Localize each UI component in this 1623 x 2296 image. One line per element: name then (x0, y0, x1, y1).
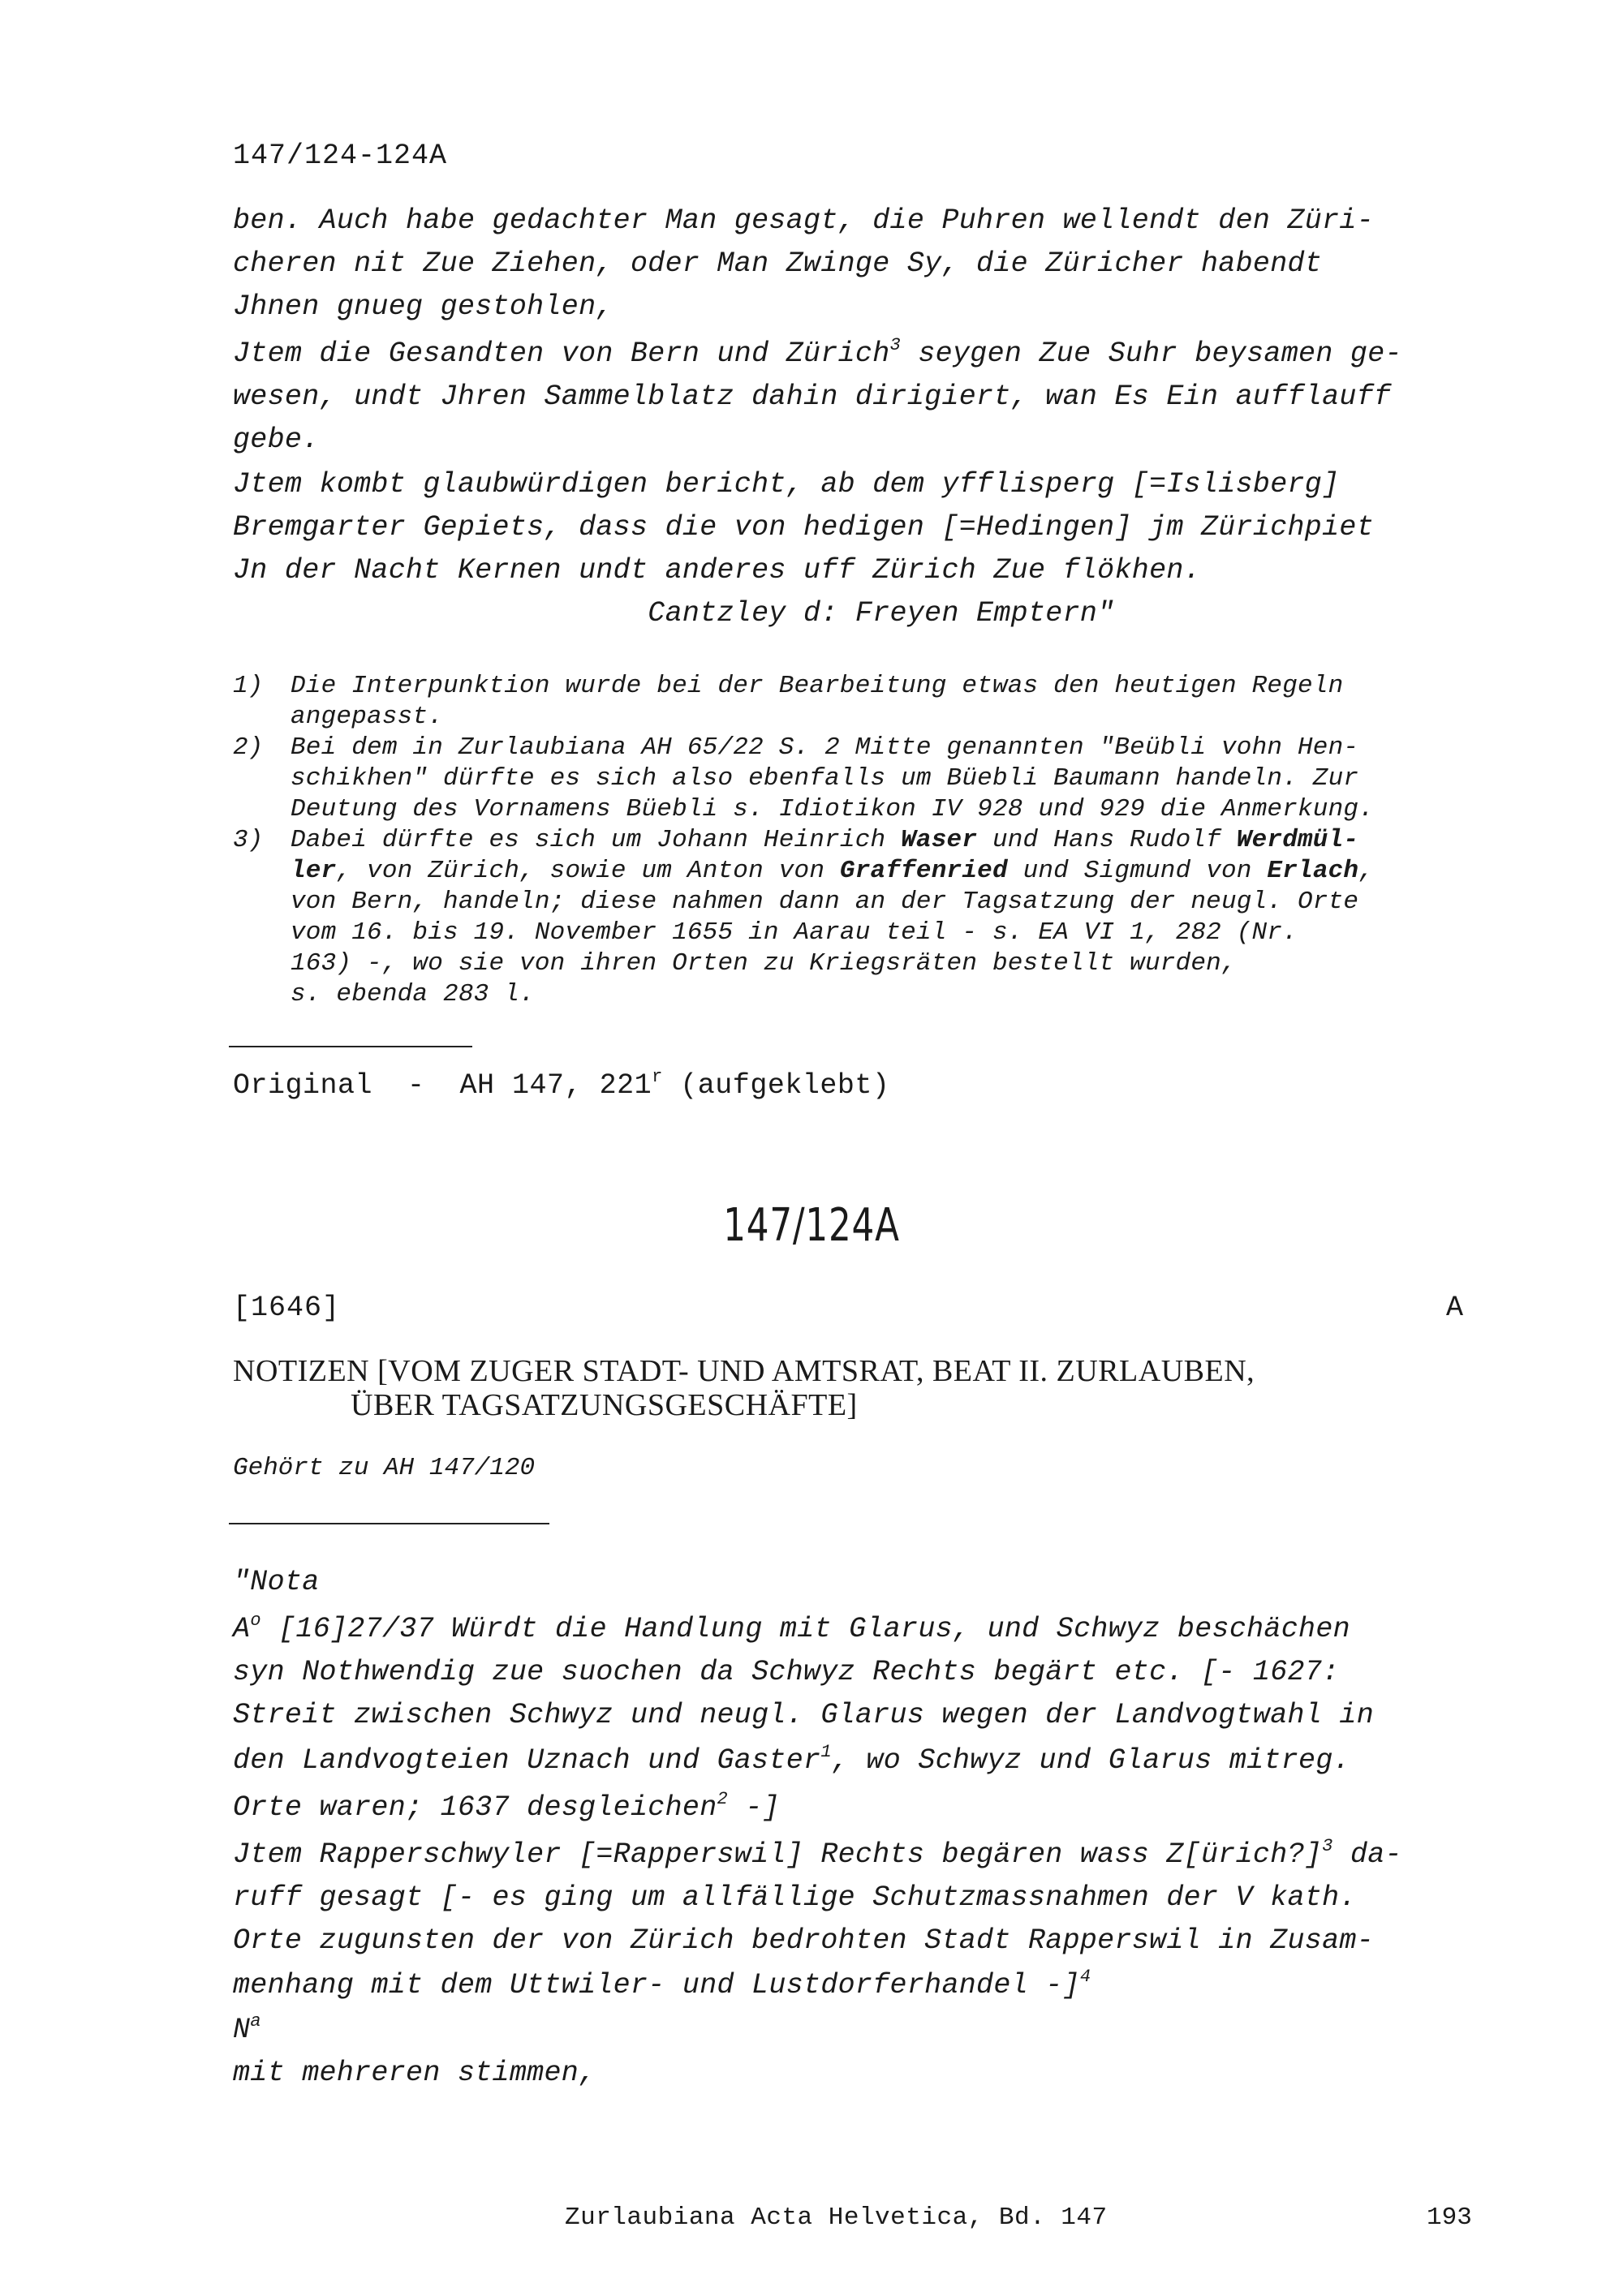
footnote-line: Deutung des Vornamens Büebli s. Idiotikon IV 928 und 929 die Anmerkung. (291, 795, 1375, 823)
footnote-number: 3) (233, 826, 264, 854)
footnote-line: Dabei dürfte es sich um Johann Heinrich Waser und Hans Rudolf Werdmül- (291, 826, 1359, 854)
text-line: menhang mit dem Uttwiler- und Lustdorferhandel -]$^4$ (233, 1967, 1091, 2001)
text-line: Jtem die Gesandten von Bern und Zürich$^3$ seygen Zue Suhr beysamen ge- (233, 335, 1402, 370)
text-line: Jn der Nacht Kernen undt anderes uff Zürich Zue flökhen. (233, 554, 1201, 587)
document-letter: A (1446, 1292, 1464, 1324)
separator-rule (229, 1523, 549, 1524)
footnote-number: 2) (233, 733, 264, 762)
footnote-line: 163) -, wo sie von ihren Orten zu Kriegsräten bestellt wurden, (291, 949, 1237, 978)
page-footer: Zurlaubiana Acta Helvetica, Bd. 147 (565, 2204, 1108, 2232)
document-title: 147/124A (723, 1199, 900, 1252)
page-number: 193 (1427, 2204, 1472, 2232)
text-line: $A^o$ [16]27/37 Würdt die Handlung mit Glarus, und Schwyz beschächen (233, 1610, 1350, 1645)
separator-rule (229, 1046, 472, 1047)
document-date: [1646] (233, 1292, 341, 1324)
text-line: Orte zugunsten der von Zürich bedrohten Stadt Rapperswil in Zusam- (233, 1924, 1375, 1957)
text-line: ben. Auch habe gedachter Man gesagt, die Puhren wellendt den Züri- (233, 204, 1375, 237)
footnote-line: s. ebenda 283 l. (291, 980, 535, 1008)
footnote-line: schikhen" dürfte es sich also ebenfalls um Büebli Baumann handeln. Zur (291, 764, 1359, 793)
footnote-line: Bei dem in Zurlaubiana AH 65/22 S. 2 Mitte genannten "Beübli vohn Hen- (291, 733, 1359, 762)
text-line: wesen, undt Jhren Sammelblatz dahin dirigiert, wan Es Ein aufflauff (233, 381, 1392, 413)
source-reference: Original - AH 147, 221$^r$ (aufgeklebt) (233, 1067, 890, 1102)
text-line: Streit zwischen Schwyz und neugl. Glarus wegen der Landvogtwahl in (233, 1699, 1375, 1731)
footnote-line: vom 16. bis 19. November 1655 in Aarau teil - s. EA VI 1, 282 (Nr. (291, 918, 1298, 947)
text-line: Jhnen gnueg gestohlen, (233, 290, 613, 323)
text-line: "Nota (233, 1566, 320, 1598)
belongs-to-note: Gehört zu AH 147/120 (233, 1454, 536, 1482)
footnote-number: 1) (233, 672, 264, 700)
text-line: gebe. (233, 424, 320, 456)
text-line: mit mehreren stimmen, (233, 2057, 596, 2089)
signature-line: Cantzley d: Freyen Emptern" (233, 597, 1115, 630)
text-line: cheren nit Zue Ziehen, oder Man Zwinge Sy, die Züricher habendt (233, 247, 1323, 280)
footnote-ref: 1 (820, 1742, 832, 1762)
text-line: Orte waren; 1637 desgleichen$^2$ -] (233, 1789, 780, 1824)
text-line: Jtem Rapperschwyler [=Rapperswil] Rechts begären wass Z[ürich?]$^3$ da- (233, 1836, 1402, 1871)
text-line: syn Nothwendig zue suochen da Schwyz Rechts begärt etc. [- 1627: (233, 1656, 1340, 1688)
text-line: ruff gesagt [- es ging um allfällige Schutzmassnahmen der V kath. (233, 1881, 1357, 1914)
footnote-line: von Bern, handeln; diese nahmen dann an der Tagsatzung der neugl. Orte (291, 888, 1359, 916)
footnote-ref: 3 (889, 335, 902, 355)
notes-title: NOTIZEN [VOM ZUGER STADT- UND AMTSRAT, BEAT II. ZURLAUBEN, (233, 1354, 1255, 1388)
footnote-line: ler, von Zürich, sowie um Anton von Graffenried und Sigmund von Erlach, (291, 857, 1375, 885)
text-line: den Landvogteien Uznach und Gaster$^1$, wo Schwyz und Glarus mitreg. (233, 1742, 1350, 1777)
page-header-reference: 147/124-124A (233, 140, 448, 172)
footnote-line: angepasst. (291, 703, 444, 731)
text-line: Bremgarter Gepiets, dass die von hedigen [=Hedingen] jm Zürichpiet (233, 511, 1375, 544)
notes-title-continuation: ÜBER TAGSATZUNGSGESCHÄFTE] (351, 1388, 858, 1422)
text-line: $N^a$ (233, 2011, 261, 2046)
footnote-ref: 4 (1079, 1967, 1091, 1987)
footnote-ref: 2 (717, 1789, 729, 1809)
footnote-line: Die Interpunktion wurde bei der Bearbeitung etwas den heutigen Regeln (291, 672, 1344, 700)
text-line: Jtem kombt glaubwürdigen bericht, ab dem yfflisperg [=Islisberg] (233, 468, 1340, 501)
footnote-ref: 3 (1322, 1836, 1333, 1856)
